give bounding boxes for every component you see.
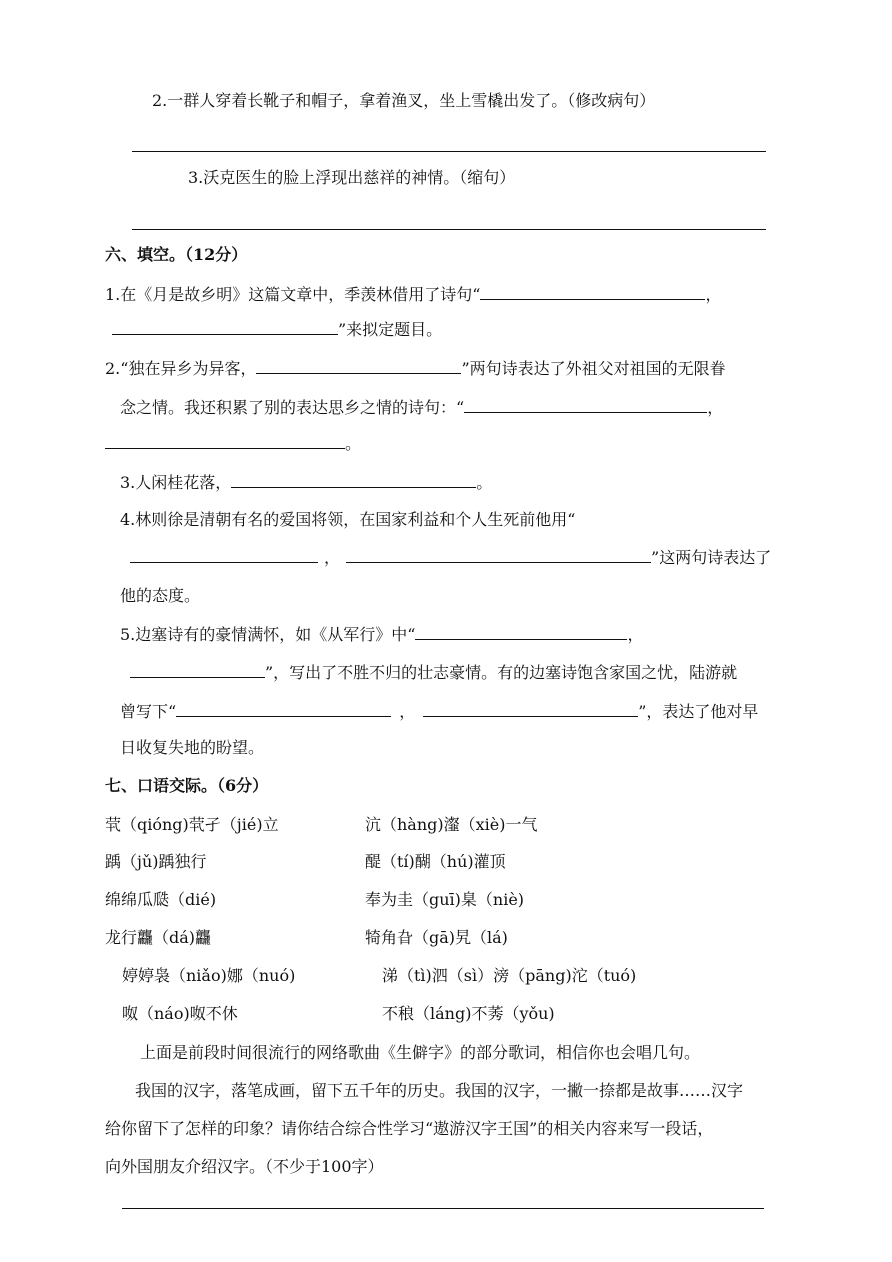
section-7-prompt: 我国的汉字，落笔成画，留下五千年的历史。我国的汉字，一撇一捺都是故事……汉字 [135,1081,744,1100]
fill-question-5: 5.边塞诗有的豪情满怀，如《从军行》中“ ， [120,625,644,644]
answer-blank[interactable] [415,623,627,640]
fill-question-5-cont2: 曾写下“ ， ”，表达了他对早 [120,702,759,721]
answer-blank[interactable] [176,700,391,717]
answer-blank[interactable] [346,546,651,563]
answer-line[interactable] [122,1208,764,1209]
fill-question-2-end: 。 [105,432,361,455]
answer-blank[interactable] [231,471,476,488]
answer-blank[interactable] [130,661,265,678]
section-7-prompt: 向外国朋友介绍汉字。（不少于100字） [105,1157,384,1176]
fill-question-2: 2.“独在异乡为异客， ”两句诗表达了外祖父对祖国的无限眷 [105,359,726,378]
answer-line[interactable] [132,229,766,230]
answer-blank[interactable] [464,396,707,413]
lyric-row: 婷婷袅（niǎo)娜（nuó) 涕（tì)泗（sì）滂（pāng)沱（tuó) [122,966,637,985]
section-7-heading: 七、口语交际。（6分） [105,776,269,795]
section-7-intro: 上面是前段时间很流行的网络歌曲《生僻字》的部分歌词，相信你也会唱几句。 [140,1043,701,1062]
section-6-heading: 六、填空。（12分） [105,245,248,264]
fill-question-5-end: 日收复失地的盼望。 [120,738,265,757]
fill-question-5-cont: ”，写出了不胜不归的壮志豪情。有的边塞诗饱含家国之忧，陆游就 [130,661,737,684]
fill-question-4-end: 他的态度。 [120,586,201,605]
fill-question-1: 1.在《月是故乡明》这篇文章中，季羡林借用了诗句“ ， [105,285,722,304]
answer-blank[interactable] [256,357,461,374]
lyric-row: 龙行龘（dá)龘 犄角旮（gā)旯（lá) [105,928,508,947]
answer-line[interactable] [132,151,766,152]
fill-question-3: 3.人闲桂花落， 。 [120,473,493,492]
lyric-row: 呶（náo)呶不休 不稂（láng)不莠（yǒu) [122,1004,555,1023]
question-5-2: 2.一群人穿着长靴子和帽子，拿着渔叉，坐上雪橇出发了。（修改病句） [152,91,656,110]
answer-blank[interactable] [112,318,338,335]
fill-question-4: 4.林则徐是清朝有名的爱国将领，在国家利益和个人生死前他用“ [120,510,576,529]
answer-blank[interactable] [130,546,318,563]
question-5-3: 3.沃克医生的脸上浮现出慈祥的神情。（缩句） [188,168,516,187]
answer-blank[interactable] [423,700,638,717]
lyric-row: 绵绵瓜瓞（dié) 奉为圭（guī)臬（niè) [105,890,525,909]
fill-question-1-cont: ”来拟定题目。 [112,318,442,341]
fill-question-2-cont: 念之情。我还积累了别的表达思乡之情的诗句：“ ， [120,398,724,417]
answer-blank[interactable] [480,283,705,300]
fill-question-4-cont: ， ”这两句诗表达了 [130,546,771,569]
answer-blank[interactable] [105,432,345,449]
lyric-row: 茕（qióng)茕孑（jié)立 沆（hàng)瀣（xiè)一气 [105,815,538,834]
lyric-row: 踽（jǔ)踽独行 醍（tí)醐（hú)灌顶 [105,852,506,871]
section-7-prompt: 给你留下了怎样的印象？请你结合综合性学习“遨游汉字王国”的相关内容来写一段话， [105,1119,714,1138]
